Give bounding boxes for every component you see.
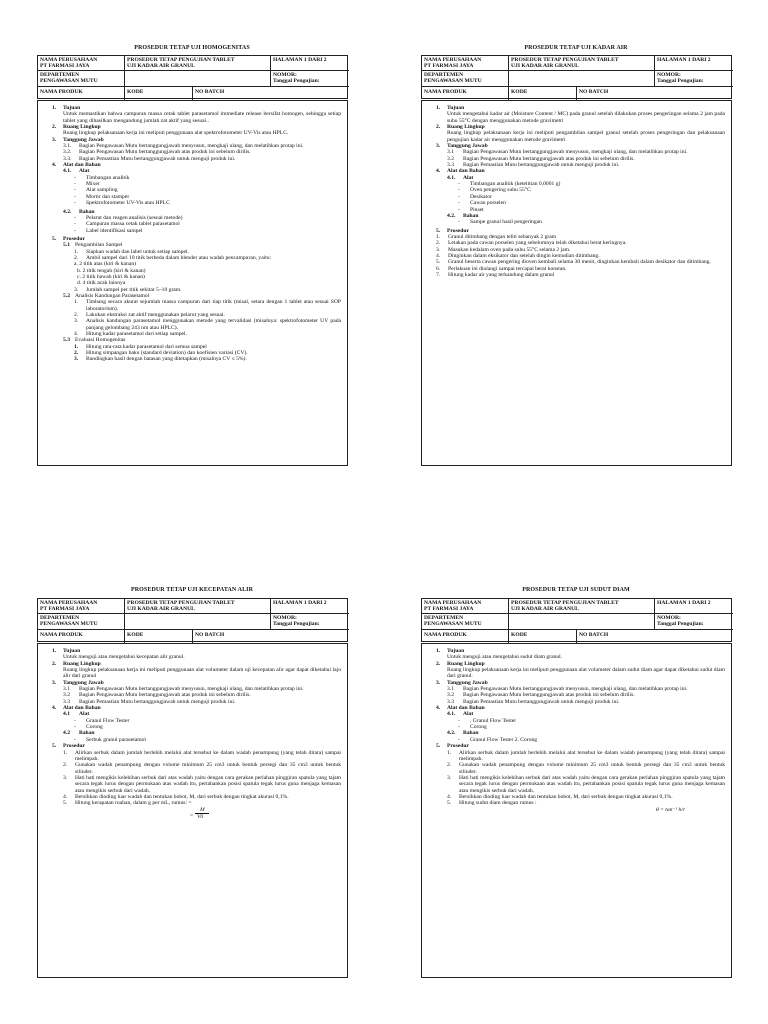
- subsection-heading: Alat: [79, 711, 90, 718]
- list-item: Granul beserta cawan pengering dioven kembali selama 30 menit, dinginkan kembali dalam desikator dan ditimbang.: [448, 259, 711, 266]
- subsection-heading: Alat: [463, 711, 474, 718]
- list-item: Bandingkan hasil dengan batasan yang ditetapkan (misalnya CV ≤ 5%).: [86, 356, 247, 363]
- section-heading: Alat dan Bahan: [447, 168, 485, 175]
- list-item: b. 2 titik tengah (kiri & kanan): [77, 267, 146, 274]
- company-name: PT FARMASI JAYA: [424, 63, 474, 69]
- list-item: d. 4 titik acak lainnya: [77, 280, 126, 287]
- list-item: Pelarut dan reagen analisis (sesuai metode): [86, 214, 183, 221]
- kode-label: KODE: [127, 89, 144, 95]
- subsection-heading: Bahan: [463, 730, 479, 737]
- list-item: Hati hati mengikis kelebihan serbuk dari atas wadah yaitu dengan cara gerakan perlahan pinggiran spatula yang tajam secara tegak lurus dengan permukaan atas wadah itu, pertahankan posisi spatula tegak lurus guna menjaga kemasan atau mengikis serbuk dari wadah.: [75, 774, 341, 794]
- procedure-body: 1. Tujuan Untuk menguji atau mengetahui sudut diam granul. 2. Ruang Lingkup Ruang lingkup pelaksanaan kerja ini meliputi penggunaan alat volumeter dalam sudut diam agar dapat diketahui sudut diam dari granul. 3. Tanggung Jawab 3.1 Bagian Pengawasan Mutu bertanggungjawab menyusun, mengkaji ulang, dan melatihkan protap ini. 3.2 Bagian Pengawasan Mutu bertanggungjawab atas produk ini sebelum dirilis. 3.3 Bagian Pemastian Mutu bertanggungjawab untuk menguji produk ini. 4. Alat dan Bahan 4.1. Alat - . Granul Flow Tester - Corong 4.2. Bahan - Granul Flow Tester 2. Corong 5. Prosedur 1. Alirkan serbuk dalam jumlah berlebih melalui alat tersebut ke dalam wadah penampung (yang telah ditara) sampai melimpah. 2. Gunakan wadah penampung dengan volume minimum 25 cm3 untuk bentuk persegi dan 35 cm3 untuk bentuk silinder. 3. Hati hati mengikis kelebihan serbuk dari atas wadah yaitu dengan cara gerakan perlahan pinggiran spatula yang tajam secara tegak lurus dengan permukaan atas wadah itu, pertahankan posisi spatula tegak lurus guna menjaga kemasan atau mengikis serbuk dari wadah. 4. Bersihkan dinding luar wadah dan tentukan bobot, M, dari serbuk dengan tingkat akurasi 0,1%. 5. Hitung sudut diam dengan rumus : θ = tan⁻¹ h/r: [421, 643, 732, 978]
- section-text: Untuk mengetahui kadar air (Moisture Content / MC) pada granul setelah dilakukan proses pengeringan selama 2 jam pada suhu 55°C dengan menggunakan metode gravimetri: [447, 111, 725, 124]
- section-heading: Ruang Lingkup: [447, 124, 485, 131]
- list-item: Bagian Pengawasan Mutu bertanggungjawab atas produk ini sebelum dirilis.: [79, 149, 251, 156]
- list-item: Alat sampling: [86, 187, 118, 194]
- kode-label: KODE: [511, 632, 528, 638]
- section-heading: Tujuan: [447, 648, 465, 654]
- section-heading: Prosedur: [63, 743, 85, 750]
- section-heading: Tanggung Jawab: [63, 136, 104, 143]
- page-number: HALAMAN 1 DARI 2: [273, 57, 327, 63]
- list-item: c. 2 titik bawah (kiri & kanan): [77, 273, 145, 280]
- list-item: Hitung sudut diam dengan rumus :: [459, 800, 537, 807]
- company-name: PT FARMASI JAYA: [424, 606, 474, 612]
- company-name: PT FARMASI JAYA: [40, 63, 90, 69]
- section-heading: Tujuan: [447, 105, 465, 111]
- list-item: Hitung kerapatan ruahan, dalam g per mL, rumus: =: [75, 800, 192, 807]
- company-label: NAMA PERUSAHAAN: [40, 600, 98, 606]
- nomor-label: NOMOR:: [273, 72, 297, 78]
- product-label: NAMA PRODUK: [424, 89, 467, 95]
- list-item: Masukan kedalam oven pada suhu 55°C selama 2 jam.: [448, 246, 571, 253]
- document-page-homogenitas: [0, 0, 384, 512]
- subsection-heading: Bahan: [79, 208, 95, 215]
- section-heading: Ruang Lingkup: [447, 660, 485, 667]
- page-number: HALAMAN 1 DARI 2: [273, 600, 327, 606]
- department-name: PENGAWASAN MUTU: [424, 621, 482, 627]
- list-item: Bagian Pemastian Mutu bertanggungjawab untuk menguji produk ini.: [463, 162, 620, 169]
- subsection-heading: Evaluasi Homogenitas: [75, 337, 126, 344]
- list-item: Oven pengering suhu 55°C: [470, 187, 531, 194]
- list-item: Letakan pada cawan porselen yang sebelumnya telah diketahui berat keringnya.: [448, 240, 627, 247]
- list-item: Bagian Pengawasan Mutu bertanggungjawab menyusun, mengkaji ulang, dan melatihkan protap ini.: [463, 149, 688, 156]
- section-heading: Prosedur: [447, 227, 469, 234]
- batch-label: NO BATCH: [579, 632, 609, 638]
- company-label: NAMA PERUSAHAAN: [424, 600, 482, 606]
- list-item: Granul Flow Tester: [86, 717, 130, 724]
- list-item: Granul Flow Tester 2. Corong: [470, 736, 538, 743]
- procedure-line1: PROSEDUR TETAP PENGUJIAN TABLET: [127, 600, 235, 606]
- tanggal-label: Tanggal Pengujian:: [657, 78, 704, 84]
- list-item: Bagian Pengawasan Mutu bertanggungjawab menyusun, mengkaji ulang, dan melatihkan protap ini.: [79, 686, 304, 693]
- list-item: Siapkan wadah dan label untuk setiap sampel.: [86, 248, 189, 255]
- formula-equals: =: [190, 812, 194, 819]
- procedure-body: 1. Tujuan Untuk memastikan bahwa campuran massa cetak tablet parasetamol immediate release bersifat homogen, sehingga setiap tablet yang dihasilkan mengandung jumlah zat aktif yang sesuai.. 2. Ruang Lingkup Ruang lingkup pelaksanaan kerja ini meliputi penggunaan alat spektrofotometer UV-Vis atau HPLC. 3. Tanggung Jawab 3.1. Bagian Pengawasan Mutu bertanggungjawab menyusun, mengkaji ulang, dan melatihkan protap ini. 3.2. Bagian Pengawasan Mutu bertanggungjawab atas produk ini sebelum dirilis. 3.3. Bagian Pemastian Mutu bertanggungjawab untuk menguji produk ini. 4. Alat dan Bahan 4.1. Alat - Timbangan analitik - Mixer - Alat sampling - Mortir dan stamper - Spektrofotometer UV-Vis atau HPLC 4.2. Bahan - Pelarut dan reagen analisis (sesuai metode) - Campuran massa cetak tablet parasetamol - Label identifikasi sampel 5. Prosedur 5.1 Pengambilan Sampel 1. Siapkan wadah dan label untuk setiap sampel. 2. Ambil sampel dari 10 titik berbeda dalam blender atau wadah pencampuran, yaitu: a. 2 titik atas (kiri & kanan) b. 2 titik tengah (kiri & kanan) c. 2 titik bawah (kiri & kanan) d. 4 titik acak lainnya 3. Jumlah sampel per titik sekitar 5–10 gram. 5.2 Analisis Kandungan Parasetamol 1. Timbang secara akurat sejumlah massa campuran dari tiap titik (misal, setara dengan 1 tablet atau sesuai SOP laboratorium). 2. Lakukan ekstraksi zat aktif menggunakan pelarut yang sesuai. 3. Analisis kandungan parasetamol menggunakan metode yang tervalidasi (misalnya: spektrofotometer UV pada panjang gelombang 243 nm atau HPLC). 4. Hitung kadar parasetamol dari setiap sampel. 5.3 Evaluasi Homogenitas 1. Hitung rata-rata kadar parasetamol dari semua sampel 2. Hitung simpangan baku (standard deviation) dan koefisien variasi (CV). 3. Bandingkan hasil dengan batasan yang ditetapkan (misalnya CV ≤ 5%).: [37, 100, 348, 466]
- list-item: Gunakan wadah penampung dengan volume minimum 25 cm3 untuk bentuk persegi dan 35 cm3 untuk bentuk silinder.: [459, 762, 725, 775]
- doc-title: PROSEDUR TETAP UJI SUDUT DIAM: [522, 587, 630, 593]
- formula-sudut-diam: θ = tan⁻¹ h/r: [655, 806, 685, 813]
- list-item: Lakukan ekstraksi zat aktif menggunakan pelarut yang sesuai.: [86, 312, 225, 318]
- section-heading: Ruang Lingkup: [63, 660, 101, 667]
- subsection-heading: Alat: [463, 174, 474, 181]
- list-item: Bersihkan dinding luar wadah dan tentukan bobot, M, dari serbuk dengan tingkat akurasi 0,1%.: [75, 793, 289, 800]
- section-heading: Ruang Lingkup: [63, 124, 101, 131]
- procedure-line2: UJI KADAR AIR GRANUL: [511, 606, 579, 612]
- list-item: Pinset: [470, 206, 484, 213]
- tanggal-label: Tanggal Pengujian:: [273, 78, 320, 84]
- batch-label: NO BATCH: [195, 632, 225, 638]
- procedure-line2: UJI KADAR AIR GRANUL: [511, 63, 579, 69]
- procedure-line1: PROSEDUR TETAP PENGUJIAN TABLET: [127, 57, 235, 63]
- doc-title: PROSEDUR TETAP UJI HOMOGENITAS: [134, 45, 250, 51]
- list-item: Bagian Pengawasan Mutu bertanggungjawab atas produk ini sebelum dirilis.: [463, 692, 635, 699]
- subsection-heading: Bahan: [463, 212, 479, 219]
- section-heading: Tanggung Jawab: [447, 143, 488, 150]
- list-item: Hitung simpangan baku (standard deviation) dan koefisien variasi (CV).: [86, 350, 248, 357]
- header-table: [421, 55, 732, 99]
- section-heading: Tanggung Jawab: [447, 679, 488, 686]
- list-item: Analisis kandungan parasetamol menggunakan metode yang tervalidasi (misalnya: spektrofotometer UV pada panjang gelombang 243 nm atau HPLC).: [86, 318, 341, 331]
- list-item: Dinginkan dalam eksikator dan setelah dingin kemudian ditimbang.: [448, 252, 600, 259]
- document-page-sudut-diam: [384, 512, 768, 1024]
- list-item: Mixer: [86, 181, 100, 188]
- list-item: Bagian Pemastian Mutu bertanggungjawab untuk menguji produk ini.: [463, 698, 620, 705]
- nomor-label: NOMOR:: [657, 615, 681, 621]
- header-table: [37, 55, 348, 99]
- section-heading: Alat dan Bahan: [63, 705, 101, 712]
- list-item: Jumlah sampel per titik sekitar 5–10 gram.: [86, 286, 182, 293]
- department-label: DEPARTEMEN: [424, 615, 464, 621]
- batch-label: NO BATCH: [579, 89, 609, 95]
- subsection-heading: Pengambilan Sampel: [75, 242, 123, 249]
- company-name: PT FARMASI JAYA: [40, 606, 90, 612]
- department-name: PENGAWASAN MUTU: [424, 78, 482, 84]
- list-item: Desikator: [470, 193, 492, 200]
- kode-label: KODE: [511, 89, 528, 95]
- list-item: Ambil sampel dari 10 titik berbeda dalam blender atau wadah pencampuran, yaitu:: [86, 254, 272, 261]
- section-text: Ruang lingkup pelaksanaan kerja ini meliputi penggunaan alat volumeter dalam sudut diam agar dapat diketahui sudut diam dari granul.: [447, 667, 725, 680]
- list-item: Hitung kadar air yang terkandung dalam granul: [448, 271, 555, 278]
- list-item: Timbangan analitik: [86, 174, 130, 181]
- tanggal-label: Tanggal Pengujian:: [657, 621, 704, 627]
- list-item: Bagian Pengawasan Mutu bertanggungjawab atas produk ini sebelum dirilis.: [79, 692, 251, 699]
- document-page-kecepatan-alir: [0, 512, 384, 1024]
- list-item: Hitung rata-rata kadar parasetamol dari semua sampel: [86, 343, 207, 350]
- header-table: [421, 598, 732, 642]
- section-heading: Tujuan: [63, 648, 81, 654]
- procedure-line1: PROSEDUR TETAP PENGUJIAN TABLET: [511, 600, 619, 606]
- section-heading: Tujuan: [63, 105, 81, 111]
- list-item: . Granul Flow Tester: [470, 717, 517, 724]
- formula-kerapatan: [52, 807, 341, 823]
- section-text: Ruang lingkup pelaksanaan kerja ini meliputi penggunaan alat spektrofotometer UV-Vis atau HPLC.: [63, 130, 289, 137]
- section-heading: Tanggung Jawab: [63, 679, 104, 686]
- list-item: Corong: [86, 724, 103, 731]
- department-name: PENGAWASAN MUTU: [40, 621, 98, 627]
- list-item: Sampe granul hasil pengeringan: [470, 219, 542, 226]
- section-text: Untuk menguji atau mengetahui sudut diam granul.: [447, 654, 563, 661]
- procedure-line1: PROSEDUR TETAP PENGUJIAN TABLET: [511, 57, 619, 63]
- list-item: a. 2 titik atas (kiri & kanan): [74, 261, 136, 268]
- list-item: Granul ditimbang dengan teliti sebanyak 2 gram: [448, 233, 557, 240]
- section-text: Ruang lingkup pelaksanaan kerja ini meliputi pengambilan sampel granul setelah proses pengeringan dan pelaksanaan pengujian kadar air menggunakan metode gravimetri: [447, 130, 725, 143]
- subsection-heading: Analisis Kandungan Parasetamol: [75, 292, 150, 299]
- list-item: Bagian Pengawasan Mutu bertanggungjawab menyusun, mengkaji ulang, dan melatihkan protap ini.: [79, 143, 304, 150]
- list-item: Timbangan analitik (ketelitian 0,0001 g): [470, 181, 561, 188]
- product-label: NAMA PRODUK: [40, 89, 83, 95]
- procedure-line2: UJI KADAR AIR GRANUL: [127, 63, 195, 69]
- product-label: NAMA PRODUK: [40, 632, 83, 638]
- list-item: Bagian Pemastian Mutu bertanggungjawab untuk menguji produk ini.: [79, 155, 236, 162]
- doc-title: PROSEDUR TETAP UJI KECEPATAN ALIR: [130, 587, 254, 593]
- section-text: Untuk menguji atau mengetahui kecepatan alir granul.: [63, 654, 185, 661]
- section-heading: Prosedur: [63, 235, 85, 242]
- subsection-heading: Alat: [79, 168, 90, 175]
- list-item: Corong: [470, 724, 487, 731]
- section-heading: Alat dan Bahan: [447, 705, 485, 712]
- section-text: Untuk memastikan bahwa campuran massa cetak tablet parasetamol immediate release bersifat homogen, sehingga setiap tablet yang dihasilkan mengandung jumlah zat aktif yang sesuai..: [63, 111, 341, 124]
- list-item: Bagian Pengawasan Mutu bertanggungjawab atas produk ini sebelum dirilis.: [463, 155, 635, 162]
- section-heading: Alat dan Bahan: [63, 162, 101, 169]
- nomor-label: NOMOR:: [657, 72, 681, 78]
- department-label: DEPARTEMEN: [40, 72, 80, 78]
- page-number: HALAMAN 1 DARI 2: [657, 600, 711, 606]
- list-item: Mortir dan stamper: [86, 193, 130, 200]
- list-item: Hati hati mengikis kelebihan serbuk dari atas wadah yaitu dengan cara gerakan perlahan pinggiran spatula yang tajam secara tegak lurus dengan permukaan atas wadah itu, pertahankan posisi spatula tegak lurus guna menjaga kemasan atau mengikis serbuk dari wadah.: [459, 774, 725, 794]
- list-item: Perlakuan ini diulangi sampai tercapai berat konstan.: [448, 265, 567, 272]
- header-table: [37, 598, 348, 642]
- procedure-body: 1. Tujuan Untuk menguji atau mengetahui kecepatan alir granul. 2. Ruang Lingkup Ruang lingkup pelaksanaan kerja ini meliputi penggunaan alat volumeter dalam uji kecepatan alir agar dapat diketahui laju alir dari granul 3. Tanggung Jawab 3.1 Bagian Pengawasan Mutu bertanggungjawab menyusun, mengkaji ulang, dan melatihkan protap ini. 3.2 Bagian Pengawasan Mutu bertanggungjawab atas produk ini sebelum dirilis. 3.3 Bagian Pemastian Mutu bertanggungjawab untuk menguji produk ini. 4. Alat dan Bahan 4.1 Alat - Granul Flow Tester - Corong 4.2 Bahan - Serbuk granul parasetamol 5. Prosedur 1. Alirkan serbuk dalam jumlah berlebih melalui alat tersebut ke dalam wadah penampung (yang telah ditara) sampai melimpah. 2. Gunakan wadah penampung dengan volume minimum 25 cm3 untuk bentuk persegi dan 35 cm3 untuk bentuk silinder. 3. Hati hati mengikis kelebihan serbuk dari atas wadah yaitu dengan cara gerakan perlahan pinggiran spatula yang tajam secara tegak lurus dengan permukaan atas wadah itu, pertahankan posisi spatula tegak lurus guna menjaga kemasan atau mengikis serbuk dari wadah. 4. Bersihkan dinding luar wadah dan tentukan bobot, M, dari serbuk dengan tingkat akurasi 0,1%. 5. Hitung kerapatan ruahan, dalam g per mL, rumus: = = M V0: [37, 643, 348, 978]
- list-item: Alirkan serbuk dalam jumlah berlebih melalui alat tersebut ke dalam wadah penampung (yang telah ditara) sampai melimpah.: [459, 749, 725, 762]
- tanggal-label: Tanggal Pengujian:: [273, 621, 320, 627]
- list-item: Bagian Pengawasan Mutu bertanggungjawab menyusun, mengkaji ulang, dan melatihkan protap ini.: [463, 686, 688, 693]
- formula-denominator: V0: [197, 813, 204, 820]
- list-item: Timbang secara akurat sejumlah massa campuran dari tiap titik (misal, setara dengan 1 tablet atau sesuai SOP laboratorium).: [86, 299, 341, 312]
- list-item: Alirkan serbuk dalam jumlah berlebih melalui alat tersebut ke dalam wadah penampung (yang telah ditara) sampai melimpah.: [75, 749, 341, 762]
- nomor-label: NOMOR:: [273, 615, 297, 621]
- company-label: NAMA PERUSAHAAN: [424, 57, 482, 63]
- section-text: Ruang lingkup pelaksanaan kerja ini meliputi penggunaan alat volumeter dalam uji kecepatan alir agar dapat diketahui laju alir dari granul: [63, 667, 341, 680]
- list-item: Hitung kadar parasetamol dari setiap sampel.: [86, 331, 187, 338]
- list-item: Gunakan wadah penampung dengan volume minimum 25 cm3 untuk bentuk persegi dan 35 cm3 untuk bentuk silinder.: [75, 762, 341, 775]
- department-label: DEPARTEMEN: [424, 72, 464, 78]
- doc-title: PROSEDUR TETAP UJI KADAR AIR: [524, 45, 628, 51]
- document-page-kadar-air: [384, 0, 768, 512]
- list-item: Campuran massa cetak tablet parasetamol: [86, 221, 180, 228]
- subsection-heading: Bahan: [79, 730, 95, 737]
- procedure-body: 1. Tujuan Untuk mengetahui kadar air (Moisture Content / MC) pada granul setelah dilakukan proses pengeringan selama 2 jam pada suhu 55°C dengan menggunakan metode gravimetri 2. Ruang Lingkup Ruang lingkup pelaksanaan kerja ini meliputi pengambilan sampel granul setelah proses pengeringan dan pelaksanaan pengujian kadar air menggunakan metode gravimetri 3. Tanggung Jawab 3.1 Bagian Pengawasan Mutu bertanggungjawab menyusun, mengkaji ulang, dan melatihkan protap ini. 3.2 Bagian Pengawasan Mutu bertanggungjawab atas produk ini sebelum dirilis. 3.3 Bagian Pemastian Mutu bertanggungjawab untuk menguji produk ini. 4. Alat dan Bahan 4.1. Alat - Timbangan analitik (ketelitian 0,0001 g) - Oven pengering suhu 55°C - Desikator - Cawan porselen - Pinset 4.2. Bahan - Sampe granul hasil pengeringan 5. Prosedur 1. Granul ditimbang dengan teliti sebanyak 2 gram 2. Letakan pada cawan porselen yang sebelumnya telah diketahui berat keringnya. 3. Masukan kedalam oven pada suhu 55°C selama 2 jam. 4. Dinginkan dalam eksikator dan setelah dingin kemudian ditimbang. 5. Granul beserta cawan pengering dioven kembali selama 30 menit, dinginkan kembali dalam desikator dan ditimbang. 6. Perlakuan ini diulangi sampai tercapai berat konstan. 7. Hitung kadar air yang terkandung dalam granul: [421, 100, 732, 466]
- list-item: Label identifikasi sampel: [86, 227, 143, 234]
- department-label: DEPARTEMEN: [40, 615, 80, 621]
- formula-numerator: M: [200, 806, 205, 813]
- list-item: Bersihkan dinding luar wadah dan tentukan bobot, M, dari serbuk dengan tingkat akurasi 0,1%.: [459, 793, 673, 800]
- kode-label: KODE: [127, 632, 144, 638]
- section-heading: Prosedur: [447, 743, 469, 750]
- product-label: NAMA PRODUK: [424, 632, 467, 638]
- company-label: NAMA PERUSAHAAN: [40, 57, 98, 63]
- department-name: PENGAWASAN MUTU: [40, 78, 98, 84]
- procedure-line2: UJI KADAR AIR GRANUL: [127, 606, 195, 612]
- page-number: HALAMAN 1 DARI 2: [657, 57, 711, 63]
- list-item: Serbuk granul parasetamol: [86, 736, 146, 743]
- list-item: Spektrofotometer UV-Vis atau HPLC: [86, 200, 170, 207]
- list-item: Cawan porselen: [470, 200, 506, 207]
- list-item: Bagian Pemastian Mutu bertanggungjawab untuk menguji produk ini.: [79, 698, 236, 705]
- batch-label: NO BATCH: [195, 89, 225, 95]
